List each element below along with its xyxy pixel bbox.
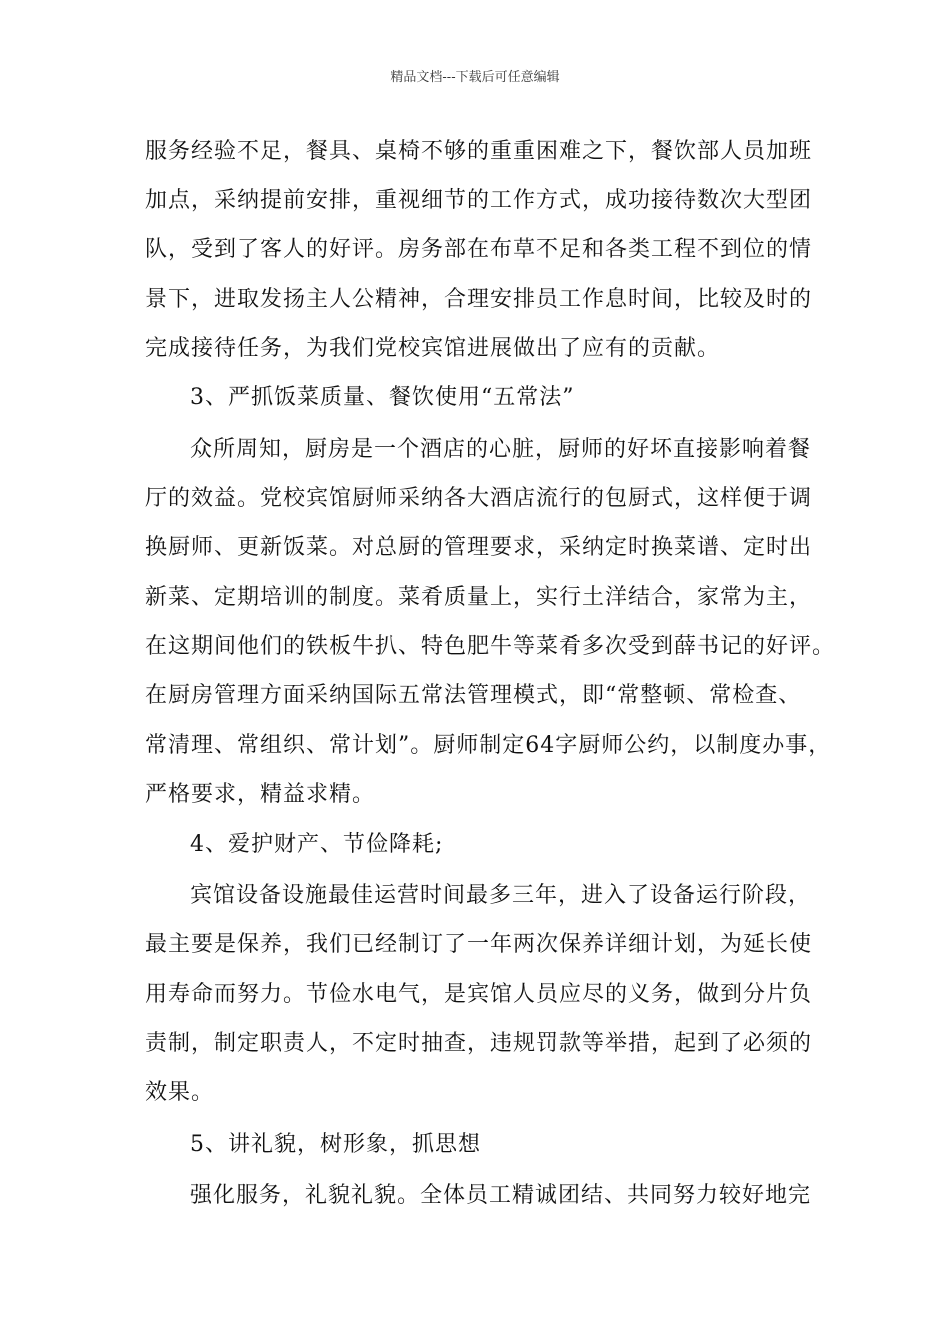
text-line: 宾馆设备设施最佳运营时间最多三年，进入了设备运行阶段， (190, 883, 812, 908)
text-line: 最主要是保养，我们已经制订了一年两次保养详细计划，为延长使 (145, 932, 813, 957)
text-line: 在这期间他们的铁板牛扒、特色肥牛等菜肴多次受到薛书记的好评。 (145, 634, 836, 659)
text-line: 效果。 (145, 1080, 215, 1105)
text-line: 队，受到了客人的好评。房务部在布草不足和各类工程不到位的情 (145, 237, 813, 262)
text-line: 景下，进取发扬主人公精神，合理安排员工作息时间，比较及时的 (145, 287, 813, 312)
text-line: 厅的效益。党校宾馆厨师采纳各大酒店流行的包厨式，这样便于调 (145, 486, 813, 511)
text-line: 常清理、常组织、常计划”。厨师制定64字厨师公约，以制度办事， (145, 733, 832, 758)
section-heading: 4、爱护财产、节俭降耗; (190, 832, 444, 857)
section-heading: 3、严抓饭菜质量、餐饮使用“五常法” (190, 385, 575, 410)
page-header: 精品文档---下载后可任意编辑 (390, 70, 560, 85)
text-line: 换厨师、更新饭菜。对总厨的管理要求，采纳定时换菜谱、定时出 (145, 535, 813, 560)
text-line: 强化服务，礼貌礼貌。全体员工精诚团结、共同努力较好地完 (190, 1183, 812, 1208)
text-line: 加点，采纳提前安排，重视细节的工作方式，成功接待数次大型团 (145, 188, 813, 213)
text-line: 服务经验不足，餐具、桌椅不够的重重困难之下，餐饮部人员加班 (145, 139, 813, 164)
text-line: 新菜、定期培训的制度。菜肴质量上，实行土洋结合，家常为主， (145, 585, 813, 610)
text-line: 用寿命而努力。节俭水电气，是宾馆人员应尽的义务，做到分片负 (145, 982, 813, 1007)
text-line: 在厨房管理方面采纳国际五常法管理模式，即“常整顿、常检查、 (145, 683, 802, 708)
text-line: 众所周知，厨房是一个酒店的心脏，厨师的好坏直接影响着餐 (190, 437, 812, 462)
section-heading: 5、讲礼貌，树形象，抓思想 (190, 1132, 481, 1157)
text-line: 责制，制定职责人，不定时抽查，违规罚款等举措，起到了必须的 (145, 1031, 813, 1056)
text-line: 严格要求，精益求精。 (145, 782, 376, 807)
text-line: 完成接待任务，为我们党校宾馆进展做出了应有的贡献。 (145, 336, 721, 361)
